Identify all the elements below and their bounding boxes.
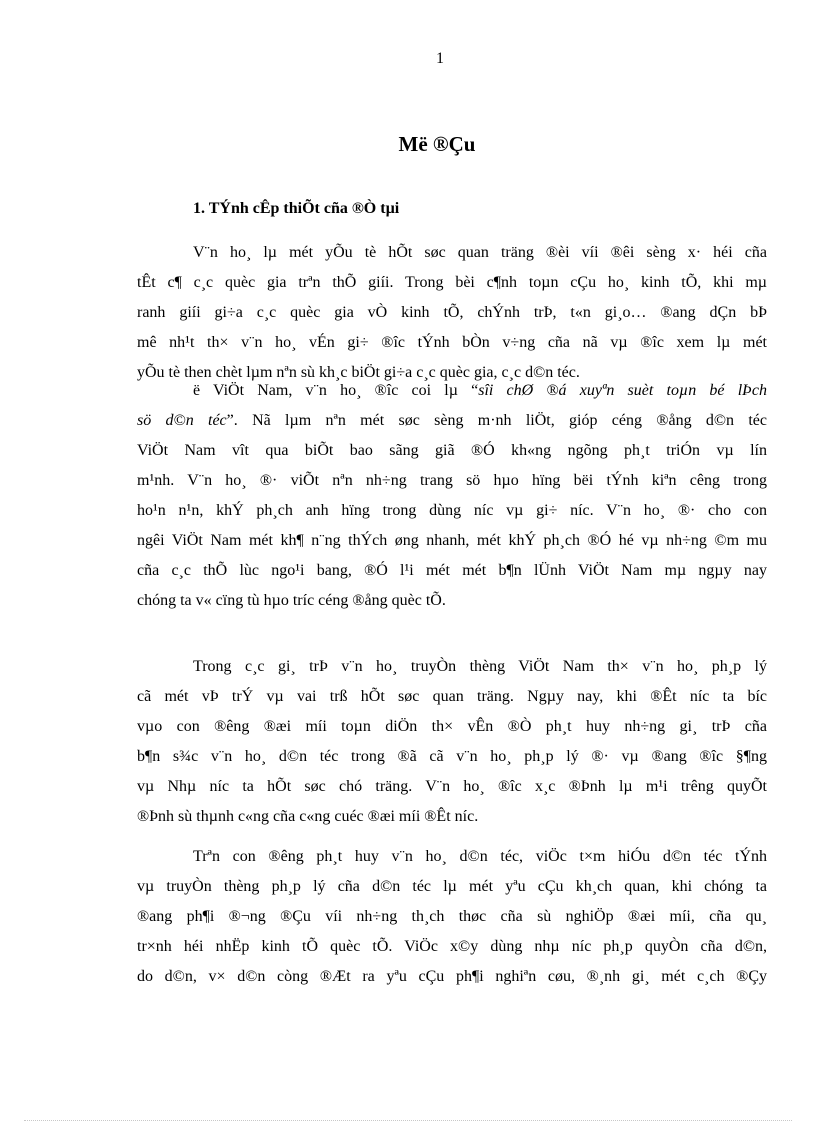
- paragraph-2: [137, 376, 767, 616]
- paragraph-line: ®ang ph¶i ®¬ng ®Çu víi nh÷ng th¸ch thøc cña sù nghiÖp ®æi míi, cña qu¸: [137, 908, 767, 925]
- paragraph-line: vµo con ®êng ®æi míi toµn diÖn th× vÊn ®Ò ph¸t huy nh÷ng gi¸ trÞ cña: [137, 718, 767, 735]
- paragraph-line: do d©n, v× d©n còng ®Æt ra yªu cÇu ph¶i nghiªn cøu, ®¸nh gi¸ mét c¸ch ®Çy: [137, 968, 767, 985]
- paragraph-line: V¨n ho¸ lµ mét yÕu tè hÕt søc quan träng ®èi víi ®êi sèng x· héi cña: [193, 244, 767, 261]
- paragraph-line: tÊt c¶ c¸c quèc gia trªn thÕ giíi. Trong bèi c¶nh toµn cÇu ho¸ kinh tÕ, khi mµ: [137, 274, 767, 291]
- paragraph-line: ho¹n n¹n, khÝ ph¸ch anh hïng trong dùng níc vµ gi÷ níc. V¨n ho¸ ®· cho con: [137, 502, 767, 519]
- paragraph-4: [137, 842, 767, 992]
- quote-text: sö d©n téc: [137, 412, 227, 429]
- quote-text: sîi chØ ®á xuyªn suèt toµn bé lÞch: [478, 382, 768, 399]
- paragraph-line: ViÖt Nam vît qua biÕt bao sãng giã ®Ó kh«ng ngõng ph¸t triÓn vµ lín: [137, 442, 767, 459]
- paragraph-line: yÕu tè then chèt lµm nªn sù kh¸c biÖt gi÷a c¸c quèc gia, c¸c d©n téc.: [137, 364, 580, 381]
- page-bottom-rule: [24, 1120, 792, 1121]
- paragraph-text: ”. Nã lµm nªn mét søc sèng m·nh liÖt, gióp céng ®ång d©n téc: [226, 412, 767, 429]
- section-heading: 1. TÝnh cÊp thiÕt cña ®Ò tµi: [193, 200, 400, 217]
- paragraph-line: tr×nh héi nhËp kinh tÕ quèc tÕ. ViÖc x©y dùng nhµ níc ph¸p quyÒn cña d©n,: [137, 938, 767, 955]
- paragraph-line: cã mét vÞ trÝ vµ vai trß hÕt søc quan träng. Ngµy nay, khi ®Êt níc ta bíc: [137, 688, 767, 705]
- paragraph-line: Trªn con ®êng ph¸t huy v¨n ho¸ d©n téc, viÖc t×m hiÓu d©n téc tÝnh: [193, 848, 767, 865]
- paragraph-line: [137, 406, 767, 436]
- paragraph-3: [137, 652, 767, 832]
- paragraph-1: [137, 238, 767, 388]
- paragraph-line: b¶n s¾c v¨n ho¸ d©n téc trong ®ã cã v¨n ho¸ ph¸p lý ®· vµ ®ang ®îc §¶ng: [137, 748, 767, 765]
- paragraph-line: vµ Nhµ níc ta hÕt søc chó träng. V¨n ho¸ ®îc x¸c ®Þnh lµ m¹i trêng quyÕt: [137, 778, 767, 795]
- paragraph-line: cña c¸c thÕ lùc ngo¹i bang, ®Ó l¹i mét mét b¶n lÜnh ViÖt Nam mµ ngµy nay: [137, 562, 767, 579]
- paragraph-line: ®Þnh sù thµnh c«ng cña c«ng cuéc ®æi míi ®Êt níc.: [137, 808, 479, 825]
- paragraph-line: [137, 376, 767, 406]
- document-title: Më ®Çu: [398, 132, 476, 156]
- page-number: 1: [436, 50, 444, 67]
- paragraph-line: mê nh¹t th× v¨n ho¸ vÉn gi÷ ®îc tÝnh bÒn v÷ng cña nã vµ ®îc xem lµ mét: [137, 334, 767, 351]
- paragraph-line: chóng ta v« cïng tù hµo tríc céng ®ång quèc tÕ.: [137, 592, 446, 609]
- paragraph-line: ngêi ViÖt Nam mét kh¶ n¨ng thÝch øng nhanh, mét khÝ ph¸ch ®Ó hé vµ nh÷ng ©m mu: [137, 532, 767, 549]
- paragraph-line: vµ truyÒn thèng ph¸p lý cña d©n téc lµ mét yªu cÇu kh¸ch quan, khi chóng ta: [137, 878, 767, 895]
- paragraph-line: Trong c¸c gi¸ trÞ v¨n ho¸ truyÒn thèng ViÖt Nam th× v¨n ho¸ ph¸p lý: [193, 658, 767, 675]
- paragraph-text: ë ViÖt Nam, v¨n ho¸ ®îc coi lµ “: [193, 382, 479, 399]
- paragraph-line: ranh giíi gi÷a c¸c quèc gia vÒ kinh tÕ, chÝnh trÞ, t«n gi¸o… ®ang dÇn bÞ: [137, 304, 767, 321]
- paragraph-line: m¹nh. V¨n ho¸ ®· viÕt nªn nh÷ng trang sö hµo hïng bëi tÝnh kiªn cêng trong: [137, 472, 767, 489]
